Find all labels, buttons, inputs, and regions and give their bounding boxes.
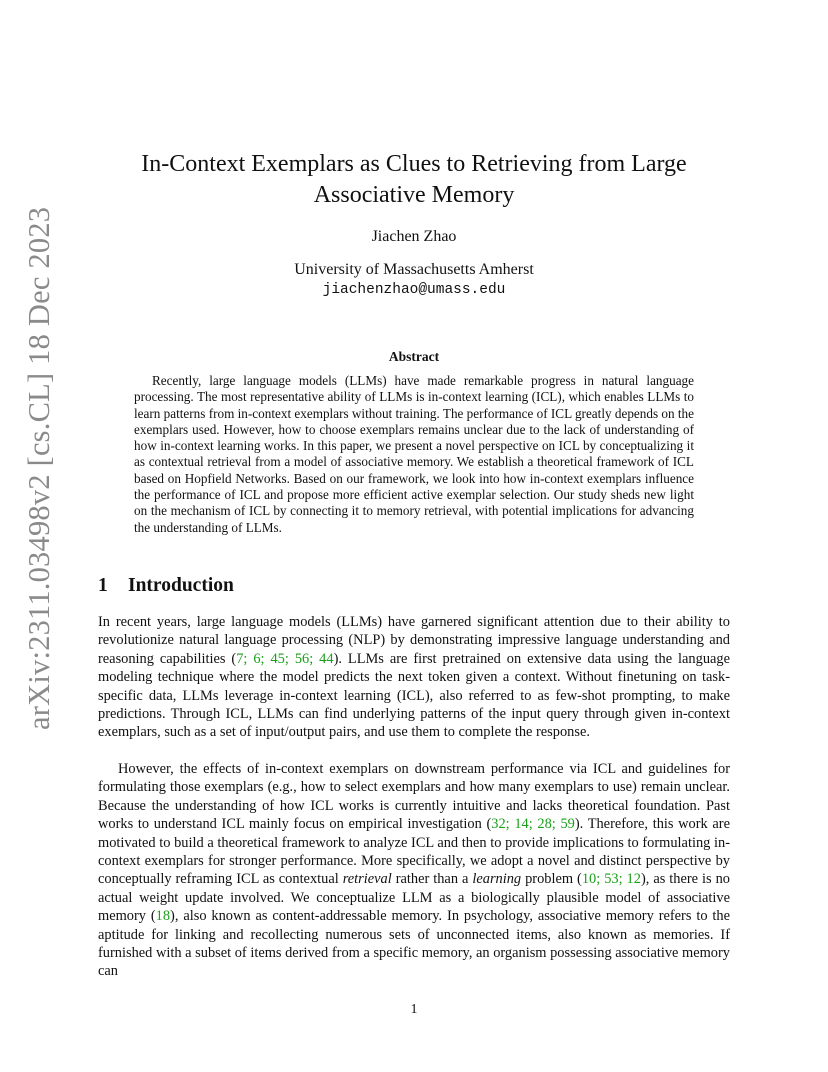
citation-link[interactable]: 18 [155,908,171,925]
intro-paragraph-1 [98,613,730,742]
text-run: In recent years, large language models (LLMs) have garnered significant attention due to their ability to revolutionize natural language processing (NLP) by demonstrating impressive language understanding and reasoning capabilities ( [98,614,730,667]
text-run: ), as there is no actual weight update involved. We conceptualize LLM as a biologically plausible model of associative memory ( [98,871,730,925]
citation-link[interactable]: 10; 53; 12 [581,871,641,888]
citation-link[interactable]: 32; 14; 28; 59 [491,816,575,833]
text-run: ). Therefore, this work are motivated to build a theoretical framework to analyze ICL and then to provide implications to formulating in-context exemplars for stronger performance. More specifically, we adopt a novel and distinct perspective by conceptually reframing ICL as contextual [98,816,730,888]
text-run: ), also known as content-addressable memory. In psychology, associative memory refers to the aptitude for linking and recollecting numerous sets of unconnected items, also known as memories. If furnished with a subset of items derived from a specific memory, an organism possessing associative memory can [98,908,730,980]
intro-paragraph-2 [98,760,730,981]
author-email[interactable]: jiachenzhao@umass.edu [322,282,506,298]
section-heading-introduction [98,575,234,597]
emphasis-retrieval: retrieval [342,871,392,888]
text-run: ). LLMs are first pretrained on extensive data using the language modeling technique where the model predicts the next token given a context. Without finetuning on task-specific data, LLMs leverage in-context learning (ICL), also referred to as few-shot prompting, to make predictions. Through ICL, LLMs can find underlying patterns of the input query through given in-context exemplars, such as a set of input/output pairs, and use them to complete the response. [98,650,730,741]
text-run: However, the effects of in-context exemplars on downstream performance via ICL and guidelines for formulating those exemplars (e.g., how to select exemplars and how many exemplars to use) remain unclear. Because the understanding of how ICL works is currently intuitive and lacks theoretical foundation. Past works to understand ICL mainly focus on empirical investigation ( [98,761,730,833]
title-line-2: Associative Memory [313,182,515,208]
paper-title [100,149,728,211]
text-run: problem ( [521,871,582,888]
author-name: Jiachen Zhao [371,228,457,245]
arxiv-side-stamp [16,206,60,730]
section-title: Introduction [128,575,234,596]
page-number: 1 [410,1002,418,1017]
citation-link[interactable]: 7; 6; 45; 56; 44 [236,650,334,667]
title-line-1: In-Context Exemplars as Clues to Retrieving from Large [141,151,687,177]
abstract-heading: Abstract [388,349,440,364]
emphasis-learning: learning [472,871,522,888]
abstract-body: Recently, large language models (LLMs) have made remarkable progress in natural language processing. The most representative ability of LLMs is in-context learning (ICL), which enables LLMs to learn patterns from in-context exemplars without training. The performance of ICL greatly depends on the exemplars used. However, how to choose exemplars remains unclear due to the lack of understanding of how in-context learning works. In this paper, we present a novel perspective on ICL by conceptualizing it as contextual retrieval from a model of associative memory. We establish a theoretical framework of ICL based on Hopfield Networks. Based on our framework, we look into how in-context exemplars influence the performance of ICL and propose more efficient active exemplar selection. Our study sheds new light on the mechanism of ICL by connecting it to memory retrieval, with potential implications for advancing the understanding of LLMs. [134,373,694,535]
author-affiliation: University of Massachusetts Amherst [294,261,534,278]
section-number: 1 [98,575,108,596]
text-run: rather than a [391,871,473,888]
arxiv-identifier: arXiv:2311.03498v2 [cs.CL] 18 Dec 2023 [22,206,56,730]
